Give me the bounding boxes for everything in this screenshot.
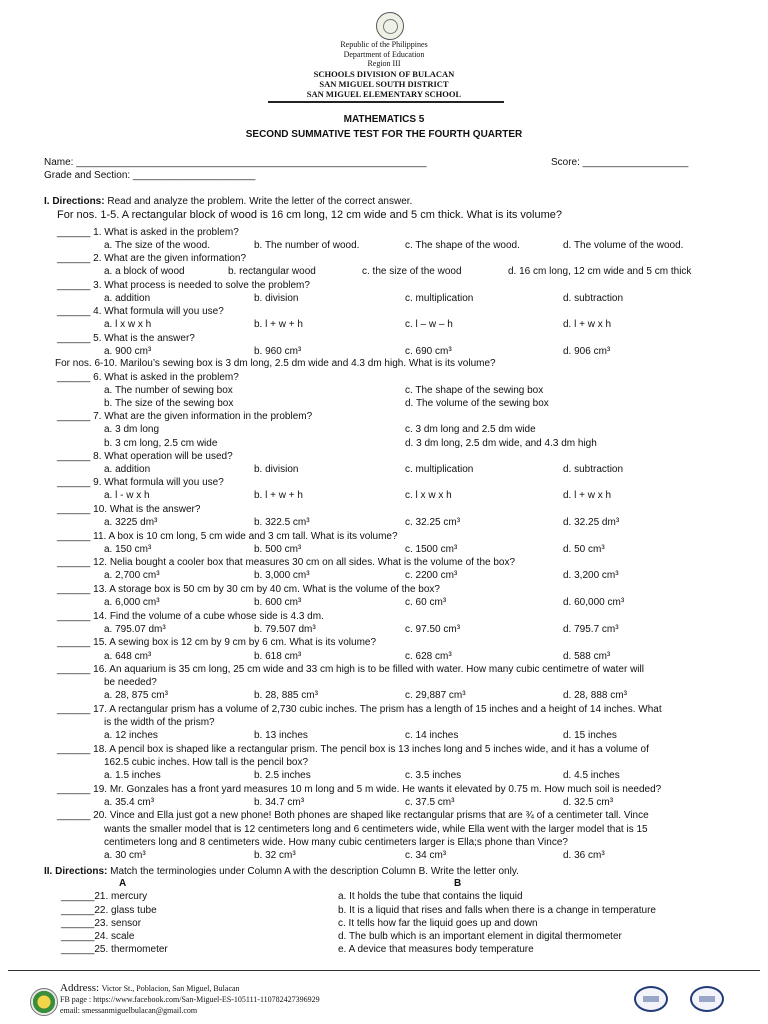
answer-choice: d. The volume of the wood. <box>563 240 684 251</box>
answer-choice: c. 2200 cm³ <box>405 570 458 581</box>
match-item-a: ______24. scale <box>61 931 135 942</box>
answer-choice: d. 16 cm long, 12 cm wide and 5 cm thick <box>508 266 692 277</box>
question-17-continued: is the width of the prism? <box>104 717 215 728</box>
part1-directions-text: Read and analyze the problem. Write the letter of the correct answer. <box>107 196 413 207</box>
answer-choice: c. The shape of the wood. <box>405 240 520 251</box>
answer-choice: b. 34.7 cm³ <box>254 797 305 808</box>
answer-choice: b. The size of the sewing box <box>104 398 234 409</box>
answer-choice: a. 795.07 dm³ <box>104 624 166 635</box>
match-item-a: ______21. mercury <box>61 891 148 902</box>
answer-choice: d. 36 cm³ <box>563 850 605 861</box>
header-school: SAN MIGUEL ELEMENTARY SCHOOL <box>306 89 462 99</box>
question-7: ______ 7. What are the given information in the problem? <box>57 411 313 422</box>
footer-address-label: Address: <box>60 982 100 994</box>
answer-choice: c. 690 cm³ <box>405 346 452 357</box>
question-10: ______ 10. What is the answer? <box>57 504 201 515</box>
answer-choice: c. 34 cm³ <box>405 850 447 861</box>
answer-choice: a. 12 inches <box>104 730 158 741</box>
answer-choice: c. 97.50 cm³ <box>405 624 461 635</box>
match-item-a: ______22. glass tube <box>61 905 157 916</box>
question-4: ______ 4. What formula will you use? <box>57 306 224 317</box>
answer-choice: a. l - w x h <box>104 490 150 501</box>
question-8: ______ 8. What operation will be used? <box>57 451 233 462</box>
answer-choice: d. 3,200 cm³ <box>563 570 619 581</box>
answer-choice: c. multiplication <box>405 464 474 475</box>
header-region: Region III <box>367 59 401 68</box>
answer-choice: a. 2,700 cm³ <box>104 570 160 581</box>
answer-choice: c. l x w x h <box>405 490 452 501</box>
question-20-continued: wants the smaller model that is 12 centimeters long and 6 centimeters wide, while Ella went with the larger model that is 15 <box>104 824 648 835</box>
footer-fb-link[interactable]: FB page : https://www.facebook.com/San-Miguel-ES-105111-110782427396929 <box>60 995 320 1004</box>
answer-choice: c. 3 dm long and 2.5 dm wide <box>405 424 536 435</box>
answer-choice: a. 150 cm³ <box>104 544 152 555</box>
question-20-continued: centimeters long and 8 centimeters wide. How many cubic centimeters larger is Ella;s phone than Vince? <box>104 837 568 848</box>
answer-choice: d. 3 dm long, 2.5 dm wide, and 4.3 dm high <box>405 438 597 449</box>
column-a-heading: A <box>119 878 127 889</box>
answer-choice: a. The number of sewing box <box>104 385 233 396</box>
answer-choice: c. l – w – h <box>405 319 453 330</box>
match-item-b: a. It holds the tube that contains the liquid <box>338 891 523 902</box>
answer-choice: b. 28, 885 cm³ <box>254 690 318 701</box>
header-department: Department of Education <box>343 50 425 59</box>
test-title: SECOND SUMMATIVE TEST FOR THE FOURTH QUARTER <box>245 129 523 140</box>
answer-choice: a. 3225 dm³ <box>104 517 158 528</box>
question-17: ______ 17. A rectangular prism has a volume of 2,730 cubic inches. The prism has a length of 15 inches and a height of 14 inches. What <box>57 704 662 715</box>
answer-choice: d. 32.25 dm³ <box>563 517 620 528</box>
score-field[interactable]: Score: ___________________ <box>551 157 689 168</box>
footer-address <box>60 982 240 994</box>
answer-choice: b. l + w + h <box>254 319 303 330</box>
answer-choice: c. the size of the wood <box>362 266 462 277</box>
part2-directions <box>44 866 519 877</box>
answer-choice: c. 14 inches <box>405 730 459 741</box>
answer-choice: b. 13 inches <box>254 730 308 741</box>
answer-choice: a. The size of the wood. <box>104 240 210 251</box>
question-19: ______ 19. Mr. Gonzales has a front yard measures 10 m long and 5 m wide. He wants it elevated by 0.75 m. How much soil is needed? <box>57 784 662 795</box>
answer-choice: b. 3,000 cm³ <box>254 570 310 581</box>
answer-choice: d. The volume of the sewing box <box>405 398 549 409</box>
answer-choice: b. 322.5 cm³ <box>254 517 310 528</box>
match-item-b: e. A device that measures body temperature <box>338 944 534 955</box>
part1-directions <box>44 196 412 207</box>
answer-choice: d. 588 cm³ <box>563 651 611 662</box>
certification-badge-icon <box>690 986 724 1012</box>
part1-directions-label: I. Directions: <box>44 196 105 207</box>
answer-choice: b. l + w + h <box>254 490 303 501</box>
answer-choice: b. 2.5 inches <box>254 770 311 781</box>
answer-choice: a. addition <box>104 293 151 304</box>
question-16: ______ 16. An aquarium is 35 cm long, 25 cm wide and 33 cm high is to be filled with water. How many cubic centimetre of water will <box>57 664 644 675</box>
header-division: SCHOOLS DIVISION OF BULACAN <box>313 69 455 79</box>
question-6: ______ 6. What is asked in the problem? <box>57 372 239 383</box>
answer-choice: a. 1.5 inches <box>104 770 161 781</box>
answer-choice: a. 3 dm long <box>104 424 160 435</box>
name-field[interactable]: Name: _______________________________________________________________ <box>44 157 427 168</box>
answer-choice: c. The shape of the sewing box <box>405 385 544 396</box>
question-12: ______ 12. Nelia bought a cooler box that measures 30 cm on all sides. What is the volume of the box? <box>57 557 516 568</box>
footer-divider <box>8 970 760 971</box>
certification-badge-icon <box>634 986 668 1012</box>
match-item-a: ______23. sensor <box>61 918 142 929</box>
answer-choice: b. 500 cm³ <box>254 544 302 555</box>
answer-choice: d. 795.7 cm³ <box>563 624 619 635</box>
answer-choice: a. addition <box>104 464 151 475</box>
part2-directions-label: II. Directions: <box>44 866 108 877</box>
part2-directions-text: Match the terminologies under Column A with the description Column B. Write the letter only. <box>110 866 519 877</box>
grade-section-field[interactable]: Grade and Section: ______________________ <box>44 170 256 181</box>
question-15: ______ 15. A sewing box is 12 cm by 9 cm by 6 cm. What is its volume? <box>57 637 377 648</box>
match-item-b: c. It tells how far the liquid goes up and down <box>338 918 538 929</box>
answer-choice: c. multiplication <box>405 293 474 304</box>
question-14: ______ 14. Find the volume of a cube whose side is 4.3 dm. <box>57 611 324 622</box>
answer-choice: a. 900 cm³ <box>104 346 152 357</box>
answer-choice: a. 28, 875 cm³ <box>104 690 168 701</box>
answer-choice: c. 32.25 cm³ <box>405 517 461 528</box>
answer-choice: d. subtraction <box>563 293 624 304</box>
answer-choice: d. 4.5 inches <box>563 770 620 781</box>
answer-choice: c. 29,887 cm³ <box>405 690 466 701</box>
answer-choice: d. 60,000 cm³ <box>563 597 625 608</box>
answer-choice: d. l + w x h <box>563 490 612 501</box>
answer-choice: d. 32.5 cm³ <box>563 797 614 808</box>
answer-choice: a. 35.4 cm³ <box>104 797 155 808</box>
answer-choice: d. 28, 888 cm³ <box>563 690 627 701</box>
answer-choice: b. 960 cm³ <box>254 346 302 357</box>
answer-choice: d. l + w x h <box>563 319 612 330</box>
question-20: ______ 20. Vince and Ella just got a new phone! Both phones are shaped like rectangular prisms that are ¾ of a centimeter tall. Vince <box>57 810 649 821</box>
answer-choice: a. a block of wood <box>104 266 185 277</box>
answer-choice: c. 1500 cm³ <box>405 544 458 555</box>
question-13: ______ 13. A storage box is 50 cm by 30 cm by 40 cm. What is the volume of the box? <box>57 584 440 595</box>
answer-choice: d. 906 cm³ <box>563 346 611 357</box>
question-16-continued: be needed? <box>104 677 157 688</box>
answer-choice: a. 648 cm³ <box>104 651 152 662</box>
answer-choice: b. 618 cm³ <box>254 651 302 662</box>
answer-choice: b. 32 cm³ <box>254 850 296 861</box>
match-item-a: ______25. thermometer <box>61 944 168 955</box>
question-1: ______ 1. What is asked in the problem? <box>57 227 239 238</box>
header-district: SAN MIGUEL SOUTH DISTRICT <box>319 79 449 89</box>
answer-choice: c. 628 cm³ <box>405 651 452 662</box>
question-11: ______ 11. A box is 10 cm long, 5 cm wide and 3 cm tall. What is its volume? <box>57 531 398 542</box>
answer-choice: c. 37.5 cm³ <box>405 797 455 808</box>
answer-choice: d. 50 cm³ <box>563 544 605 555</box>
footer-address-text: Victor St., Poblacion, San Miguel, Bulacan <box>101 984 240 993</box>
column-b-heading: B <box>454 878 462 889</box>
match-item-b: b. It is a liquid that rises and falls when there is a change in temperature <box>338 905 656 916</box>
answer-choice: d. 15 inches <box>563 730 617 741</box>
answer-choice: b. The number of wood. <box>254 240 360 251</box>
answer-choice: b. 600 cm³ <box>254 597 302 608</box>
answer-choice: b. 3 cm long, 2.5 cm wide <box>104 438 218 449</box>
footer-email[interactable]: email: smessanmiguelbulacan@gmail.com <box>60 1006 198 1015</box>
question-9: ______ 9. What formula will you use? <box>57 477 224 488</box>
answer-choice: a. l x w x h <box>104 319 152 330</box>
problem-6-10: For nos. 6-10. Marilou’s sewing box is 3 dm long, 2.5 dm wide and 4.3 dm high. What is its volume? <box>55 358 496 369</box>
answer-choice: b. 79.507 dm³ <box>254 624 316 635</box>
answer-choice: b. rectangular wood <box>228 266 316 277</box>
header-republic: Republic of the Philippines <box>340 40 428 49</box>
subject-title: MATHEMATICS 5 <box>343 114 425 125</box>
answer-choice: b. division <box>254 293 299 304</box>
answer-choice: a. 30 cm³ <box>104 850 146 861</box>
answer-choice: c. 3.5 inches <box>405 770 462 781</box>
header-divider <box>268 101 504 103</box>
question-2: ______ 2. What are the given information? <box>57 253 247 264</box>
question-18: ______ 18. A pencil box is shaped like a rectangular prism. The pencil box is 13 inches long and 5 inches wide, and it has a volume of <box>57 744 649 755</box>
problem-1-5: For nos. 1-5. A rectangular block of wood is 16 cm long, 12 cm wide and 5 cm thick. What is its volume? <box>57 209 563 221</box>
answer-choice: b. division <box>254 464 299 475</box>
deped-seal-icon <box>376 12 404 40</box>
answer-choice: d. subtraction <box>563 464 624 475</box>
school-logo-icon <box>30 988 58 1016</box>
match-item-b: d. The bulb which is an important element in digital thermometer <box>338 931 622 942</box>
answer-choice: a. 6,000 cm³ <box>104 597 160 608</box>
question-3: ______ 3. What process is needed to solve the problem? <box>57 280 310 291</box>
question-18-continued: 162.5 cubic inches. How tall is the pencil box? <box>104 757 309 768</box>
question-5: ______ 5. What is the answer? <box>57 333 195 344</box>
answer-choice: c. 60 cm³ <box>405 597 447 608</box>
